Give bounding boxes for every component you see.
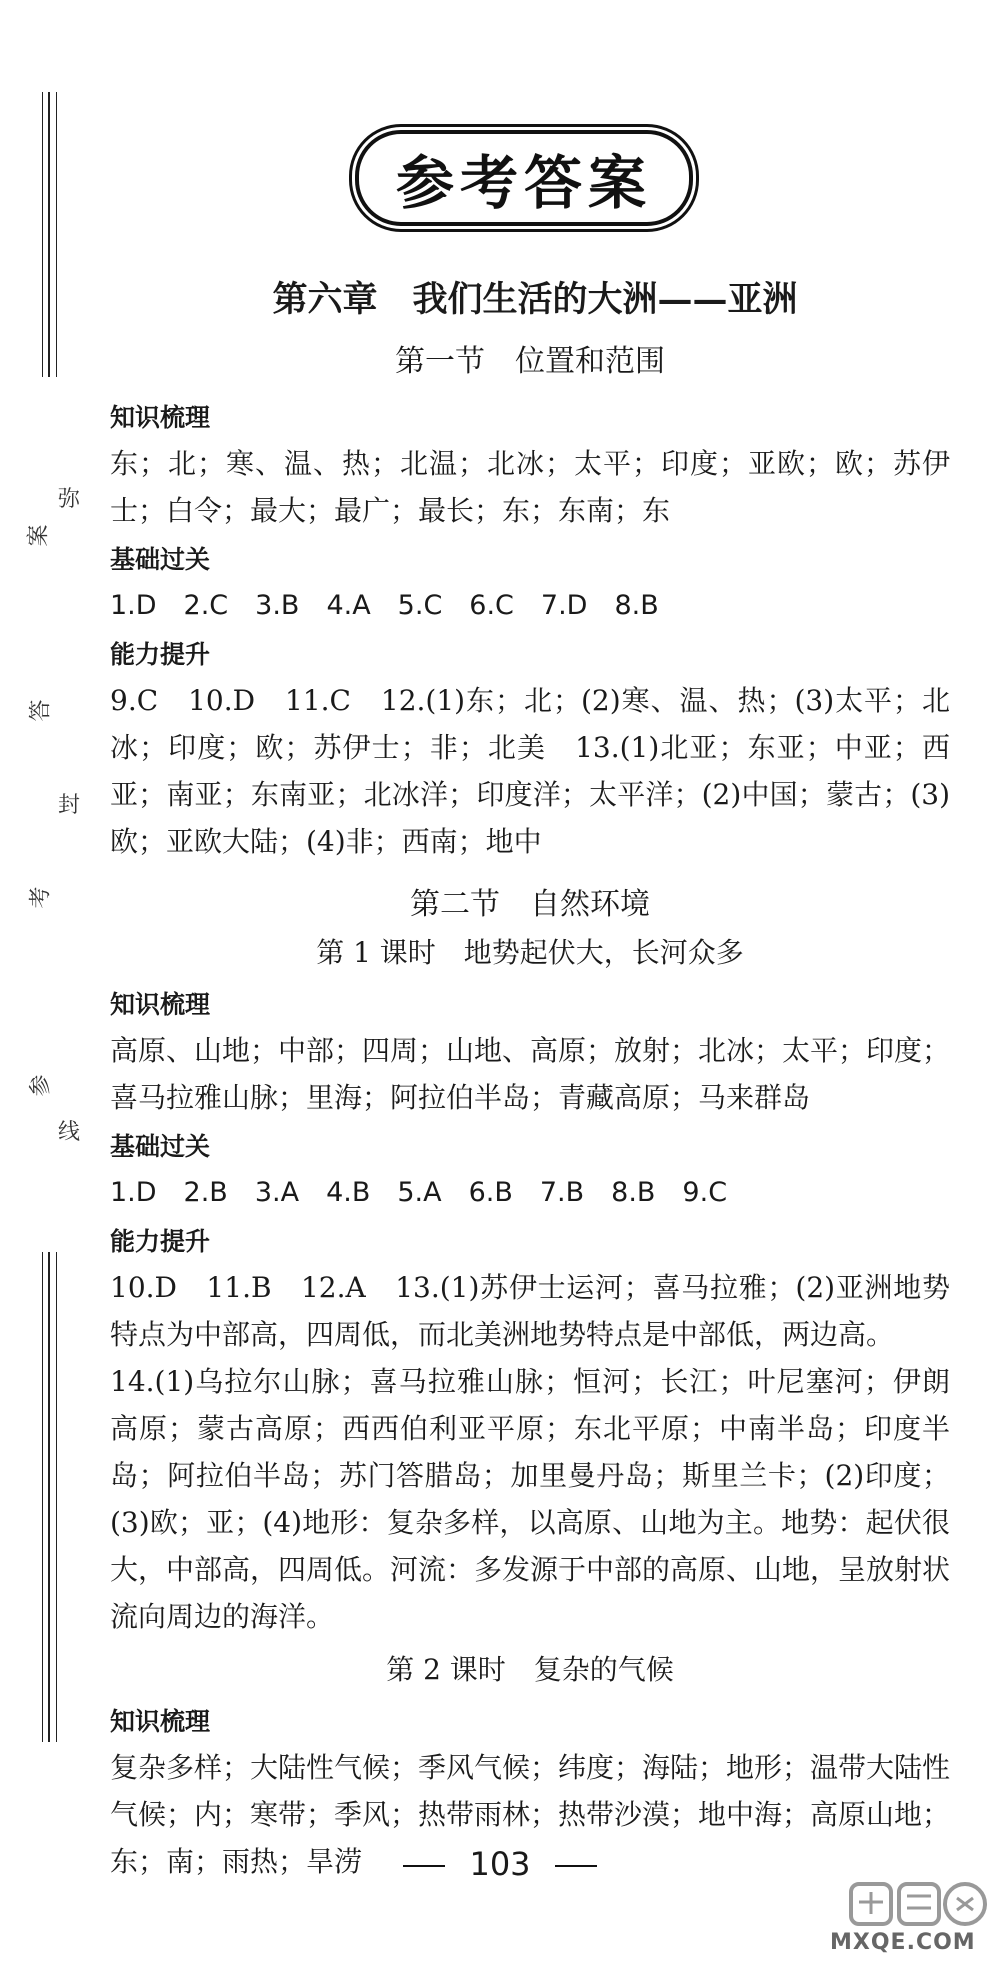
title-badge	[355, 130, 693, 226]
margin-line-bottom-inner	[56, 1252, 57, 1742]
answer-text: 复杂多样；大陆性气候；季风气候；纬度；海陆；地形；温带大陆性气候；内；寒带；季风；热带雨林；热带沙漠；地中海；高原山地；东；南；雨热；旱涝	[110, 1751, 951, 1878]
margin-line-bottom-outer	[48, 1252, 50, 1742]
lesson-title: 第 1 课时 地势起伏大，长河众多	[316, 936, 744, 969]
page-number: 103	[469, 1845, 531, 1883]
subheading-ability: 能力提升	[110, 1227, 211, 1256]
page-footer	[0, 1845, 1000, 1883]
margin-line-bottom-thin	[42, 1252, 43, 1742]
watermark-text: MXQE.COM	[830, 1930, 976, 1955]
subheading-knowledge: 知识梳理	[110, 990, 211, 1019]
footer-dash-left	[403, 1865, 445, 1867]
margin-label: 弥	[58, 487, 81, 512]
subheading-basic: 基础过关	[110, 545, 211, 574]
section-title: 第一节 位置和范围	[395, 344, 665, 379]
answer-text: 14.(1)乌拉尔山脉；喜马拉雅山脉；恒河；长江；叶尼塞河；伊朗高原；蒙古高原；西西伯利亚平原；东北平原；中南半岛；印度半岛；阿拉伯半岛；苏门答腊岛；加里曼丹岛；斯里兰卡；(2)印度；(3)欧；亚；(4)地形：复杂多样，以高原、山地为主。地势：起伏很大，中部高，四周低。河流：多发源于中部的高原、山地，呈放射状流向周边的海洋。	[110, 1365, 951, 1633]
margin-label: 考	[28, 886, 54, 909]
choice-answers: 1.D 2.C 3.B 4.A 5.C 6.C 7.D 8.B	[110, 590, 659, 621]
section-title: 第二节 自然环境	[410, 887, 650, 922]
margin-line-top-thin	[42, 92, 43, 377]
margin-label: 答	[28, 699, 54, 722]
subheading-basic: 基础过关	[110, 1132, 211, 1161]
subheading-knowledge: 知识梳理	[110, 1707, 211, 1736]
chapter-title: 第六章 我们生活的大洲——亚洲	[272, 279, 798, 320]
subheading-ability: 能力提升	[110, 640, 211, 669]
answer-text: 9.C 10.D 11.C 12.(1)东；北；(2)寒、温、热；(3)太平；北冰；印度；欧；苏伊士；非；北美 13.(1)北亚；东亚；中亚；西亚；南亚；东南亚；北冰洋；印度洋；太平洋；(2)中国；蒙古；(3)欧；亚欧大陆；(4)非；西南；地中	[110, 684, 950, 858]
answer-content	[110, 272, 950, 1891]
footer-dash-right	[555, 1865, 597, 1867]
margin-label: 参	[28, 1074, 54, 1097]
subheading-knowledge: 知识梳理	[110, 403, 211, 432]
answer-text: 高原、山地；中部；四周；山地、高原；放射；北冰；太平；印度；喜马拉雅山脉；里海；阿拉伯半岛；青藏高原；马来群岛	[110, 1034, 951, 1114]
answer-text: 东；北；寒、温、热；北温；北冰；太平；印度；亚欧；欧；苏伊士；白令；最大；最广；最长；东；东南；东	[110, 447, 950, 527]
margin-line-top-outer	[48, 92, 50, 377]
choice-answers: 1.D 2.B 3.A 4.B 5.A 6.B 7.B 8.B 9.C	[110, 1177, 728, 1208]
margin-label: 线	[58, 1120, 81, 1145]
margin-label: 案	[26, 524, 52, 547]
margin-line-top-inner	[56, 92, 57, 377]
answer-text: 10.D 11.B 12.A 13.(1)苏伊士运河；喜马拉雅；(2)亚洲地势特点为中部高，四周低，而北美洲地势特点是中部低，两边高。	[110, 1271, 950, 1351]
page-title: 参考答案	[395, 149, 652, 217]
margin-label: 封	[58, 793, 81, 818]
lesson-title: 第 2 课时 复杂的气候	[386, 1653, 674, 1686]
